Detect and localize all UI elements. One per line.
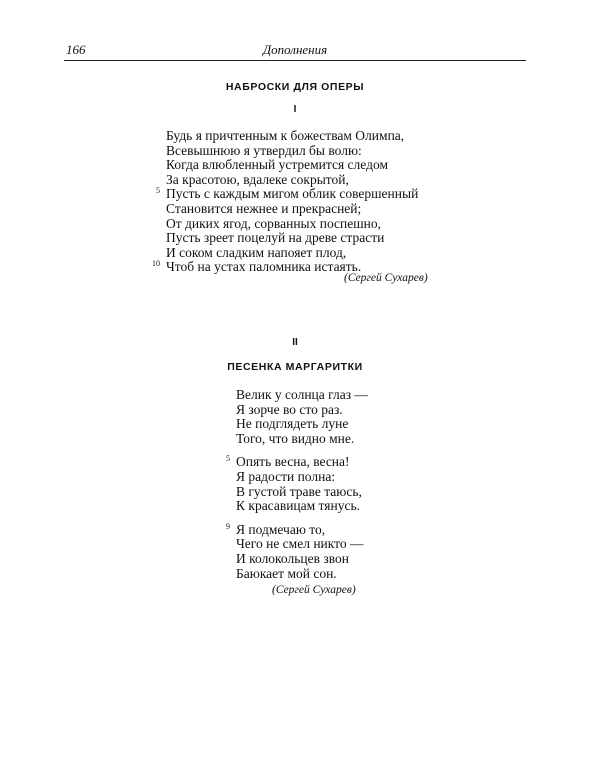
verse-line [156, 186, 419, 202]
line-number: 10 [152, 259, 160, 269]
verse-line [236, 432, 368, 447]
verse-line-text: Я подмечаю то, [236, 521, 326, 537]
line-number: 5 [156, 186, 160, 196]
verse-line-text: Становится нежнее и прекрасней; [166, 200, 362, 216]
verse-line [236, 567, 368, 582]
verse-line-text: Чего не смел никто — [236, 536, 364, 552]
verse-line [166, 144, 418, 159]
verse-line-text: От диких ягод, сорванных поспешно, [166, 215, 382, 231]
running-header [64, 40, 526, 61]
verse-line-text: И колокольцев звон [236, 550, 349, 566]
verse-line [166, 217, 418, 232]
section-title: Дополнения [262, 42, 328, 57]
verse-line [236, 388, 368, 403]
verse-line-text: Когда влюбленный устремится следом [166, 157, 388, 173]
verse-line [166, 129, 418, 144]
verse-line-text: Я радости полна: [236, 468, 336, 484]
verse-line-text: Пусть зреет поцелуй на древе страсти [166, 230, 385, 246]
verse-line-text: К красавицам тянусь. [236, 498, 360, 514]
line-number: 5 [226, 454, 230, 464]
verse-line-text: Велик у солнца глаз — [236, 387, 368, 402]
verse-line [166, 202, 418, 217]
verse-line [236, 485, 368, 500]
part-one-translator: (Сергей Сухарев) [344, 272, 428, 284]
verse-line-text: Пусть с каждым мигом облик совершенный [166, 186, 419, 202]
verse-line [226, 521, 368, 538]
part-one-numeral: I [293, 104, 297, 115]
verse-line-text: Опять весна, весна! [236, 454, 350, 470]
verse-line [226, 454, 368, 470]
verse-line-text: Я зорче во сто раз. [236, 401, 343, 417]
verse-line [236, 499, 368, 514]
verse-line [236, 403, 368, 418]
verse-line-text: Баюкает мой сон. [236, 565, 337, 581]
verse-line [166, 158, 418, 173]
verse-line-text: Того, что видно мне. [236, 430, 355, 446]
verse-line-text: Будь я причтенным к божествам Олимпа, [166, 128, 405, 143]
verse-line [236, 470, 368, 485]
verse-line [166, 231, 418, 246]
verse-line [236, 537, 368, 552]
verse-line [166, 173, 418, 188]
verse-line-text: Всевышнюю я утвердил бы волю: [166, 142, 362, 158]
verse-line [236, 552, 368, 567]
verse-line-text: В густой траве таюсь, [236, 483, 362, 499]
poem-title: НАБРОСКИ ДЛЯ ОПЕРЫ [225, 81, 365, 93]
part-two-verse [226, 387, 368, 581]
verse-line [166, 246, 418, 261]
verse-line-text: Чтоб на устах паломника истаять. [166, 259, 362, 275]
part-one-verse [152, 128, 419, 275]
line-number: 9 [226, 521, 230, 531]
verse-line [236, 417, 368, 432]
verse-line-text: За красотою, вдалеке сокрытой, [166, 171, 349, 187]
verse-line-text: И соком сладким напояет плод, [166, 244, 347, 260]
part-two-translator: (Сергей Сухарев) [272, 584, 356, 596]
verse-line-text: Не подглядеть луне [236, 416, 349, 432]
page-number: 166 [66, 42, 86, 57]
part-two-title: ПЕСЕНКА МАРГАРИТКИ [227, 361, 363, 373]
part-two-numeral: II [292, 337, 298, 348]
